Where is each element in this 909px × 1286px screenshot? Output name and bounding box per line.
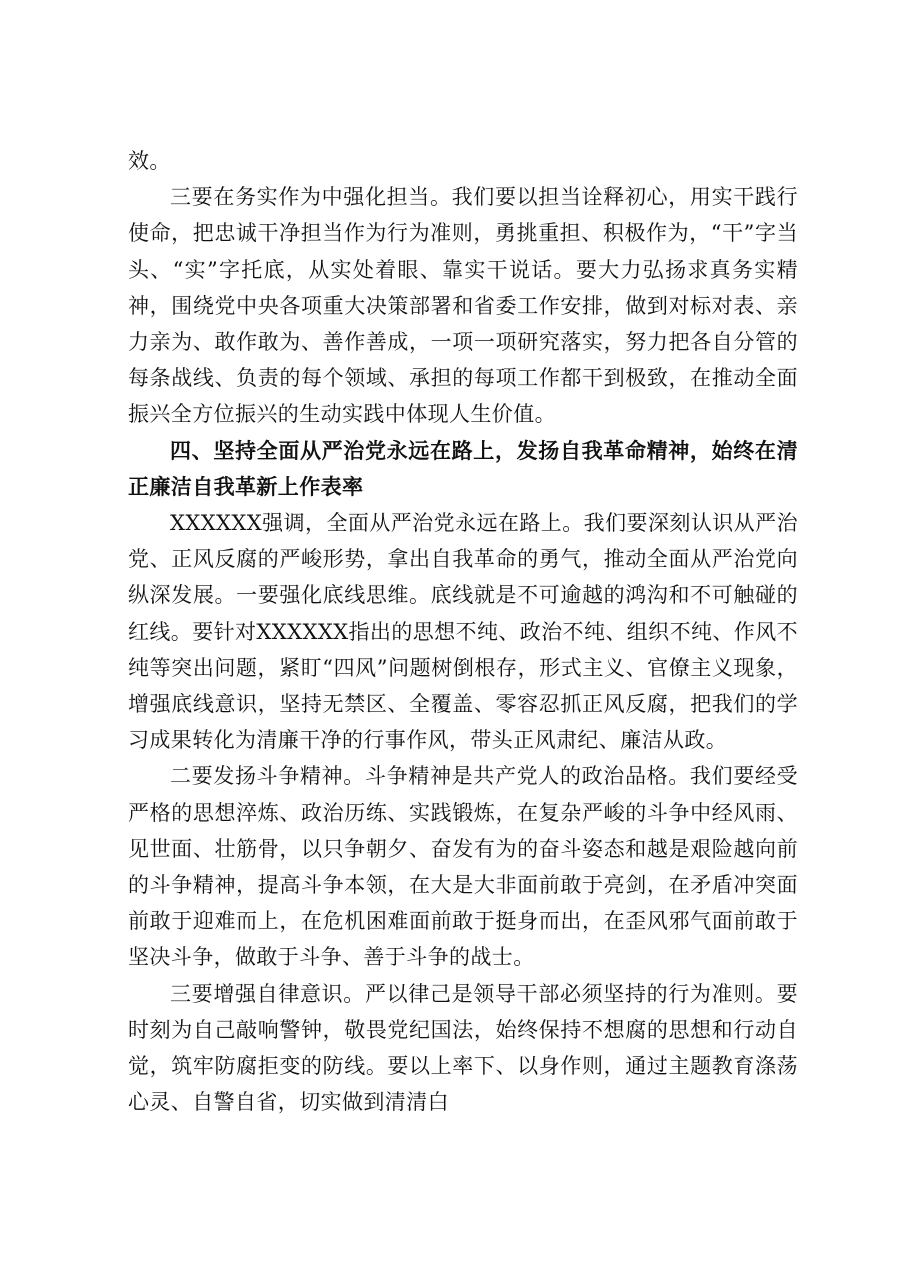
paragraph-fighting-spirit: 二要发扬斗争精神。斗争精神是共产党人的政治品格。我们要经受严格的思想淬炼、政治历练、实践锻炼，在复杂严峻的斗争中经风雨、见世面、壮筋骨，以只争朝夕、奋发有为的奋斗姿态和越是艰险越向前的斗争精神，提高斗争本领，在大是大非面前敢于亮剑，在矛盾冲突面前敢于迎难而上，在危机困难面前敢于挺身而出，在歪风邪气面前敢于坚决斗争，做敢于斗争、善于斗争的战士。 bbox=[128, 764, 798, 970]
paragraph-self-discipline: 三要增强自律意识。严以律己是领导干部必须坚持的行为准则。要时刻为自己敲响警钟，敬畏党纪国法，始终保持不想腐的思想和行动自觉，筑牢防腐拒变的防线。要以上率下、以身作则，通过主题教育涤荡心灵、自警自省，切实做到清清白 bbox=[128, 981, 798, 1115]
section-heading-four: 四、坚持全面从严治党永远在路上，发扬自我革命精神，始终在清正廉洁自我革新上作表率 bbox=[128, 438, 798, 499]
paragraph-bottom-line-thinking: XXXXXX强调，全面从严治党永远在路上。我们要深刻认识从严治党、正风反腐的严峻形势，拿出自我革命的勇气，推动全面从严治党向纵深发展。一要强化底线思维。底线就是不可逾越的鸿沟和不可触碰的红线。要针对XXXXXX指出的思想不纯、政治不纯、组织不纯、作风不纯等突出问题，紧盯“四风”问题树倒根存，形式主义、官僚主义现象，增强底线意识，坚持无禁区、全覆盖、零容忍抓正风反腐，把我们的学习成果转化为清廉干净的行事作风，带头正风肃纪、廉洁从政。 bbox=[128, 511, 798, 753]
document-body bbox=[128, 143, 798, 1120]
paragraph-continuation: 效。 bbox=[128, 149, 171, 173]
paragraph-pragmatic-action: 三要在务实作为中强化担当。我们要以担当诠释初心，用实干践行使命，把忠诚干净担当作为行为准则，勇挑重担、积极作为，“干”字当头、“实”字托底，从实处着眼、靠实干说话。要大力弘扬求真务实精神，围绕党中央各项重大决策部署和省委工作安排，做到对标对表、亲力亲为、敢作敢为、善作善成，一项一项研究落实，努力把各自分管的每条战线、负责的每个领域、承担的每项工作都干到极致，在推动全面振兴全方位振兴的生动实践中体现人生价值。 bbox=[128, 185, 798, 427]
